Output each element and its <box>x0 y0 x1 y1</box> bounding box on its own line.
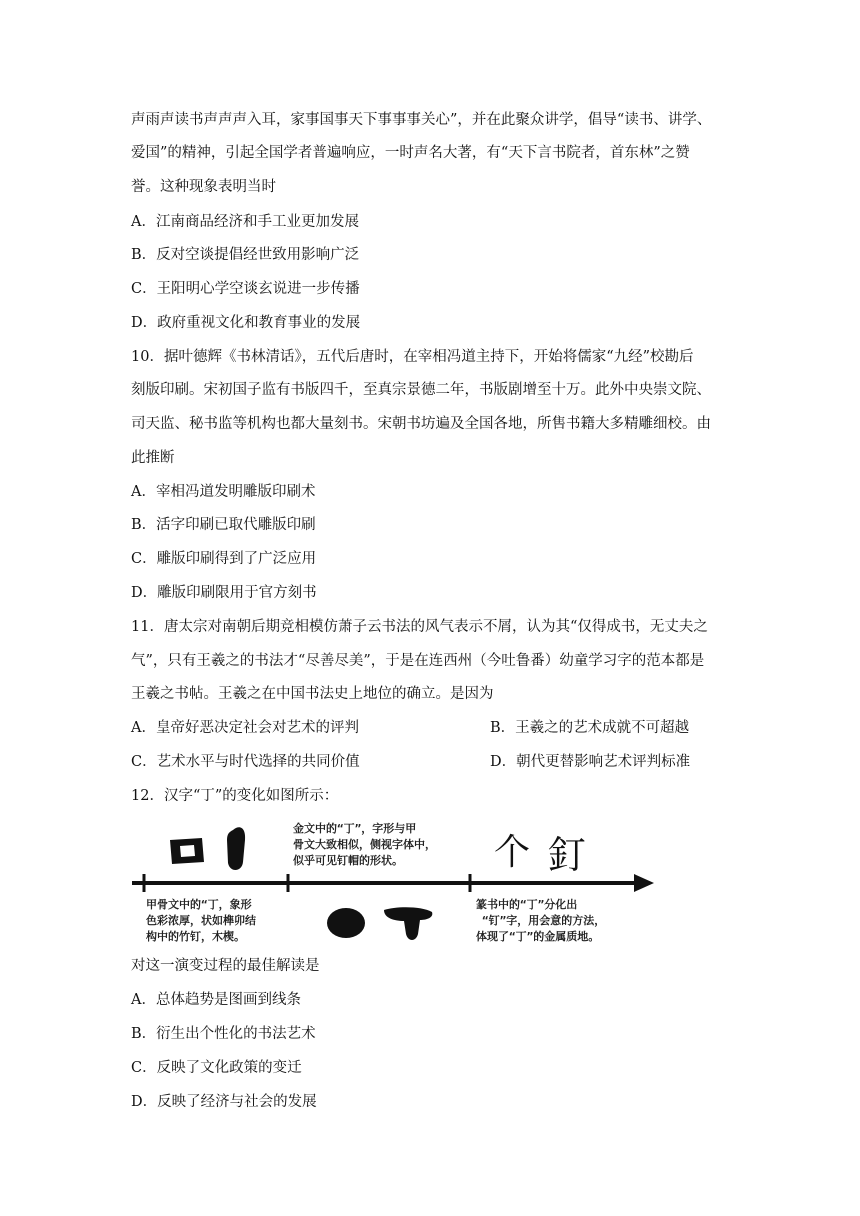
q9-option-b: B．反对空谈提倡经世致用影响广泛 <box>131 247 360 263</box>
q9-option-c: C．王阳明心学空谈玄说进一步传播 <box>131 281 360 297</box>
q12-stem: 12．汉字“丁”的变化如图所示： <box>131 788 339 804</box>
q11-option-a: A．皇帝好恶决定社会对艺术的评判 <box>131 720 359 736</box>
q9-stem-line-1: 声雨声读书声声声入耳，家事国事天下事事事关心”，并在此聚众讲学，倡导“读书、讲学、 <box>131 112 712 128</box>
q10-option-c: C．雕版印刷得到了广泛应用 <box>131 551 317 567</box>
seal-script-glyphs <box>494 832 586 877</box>
oracle-caption <box>146 897 256 943</box>
bronze-caption <box>293 821 436 867</box>
q10-option-a: A．宰相冯道发明雕版印刷术 <box>131 484 316 500</box>
ding-evolution-figure <box>130 816 656 950</box>
seal-caption-line-3: 体现了“丁”的金属质地。 <box>476 930 600 943</box>
q9-option-a: A．江南商品经济和手工业更加发展 <box>131 214 359 230</box>
oracle-caption-line-3: 构中的竹钉，木楔。 <box>146 930 245 943</box>
q12-option-c: C．反映了文化政策的变迁 <box>131 1060 302 1076</box>
seal-glyph-ding-nail: 釘 <box>548 833 587 877</box>
bronze-glyphs <box>327 907 432 940</box>
seal-glyph-ding: 个 <box>494 832 531 873</box>
q12-option-a: A．总体趋势是图画到线条 <box>131 992 301 1008</box>
oracle-bone-glyphs <box>170 827 245 870</box>
q11-option-c: C．艺术水平与时代选择的共同价值 <box>131 754 360 770</box>
seal-caption <box>476 897 605 943</box>
bronze-caption-line-3: 似乎可见钉帽的形状。 <box>293 854 403 867</box>
oracle-caption-line-1: 甲骨文中的“丁，象形 <box>146 898 252 911</box>
q11-stem-line-1: 11．唐太宗对南朝后期竞相模仿萧子云书法的风气表示不屑，认为其“仅得成书，无丈夫之 <box>131 619 708 635</box>
q10-stem-line-1: 10．据叶德辉《书林清话》，五代后唐时，在宰相冯道主持下，开始将儒家“九经”校勘后 <box>131 349 694 365</box>
seal-caption-line-1: 篆书中的“丁”分化出 <box>476 898 578 911</box>
oracle-caption-line-2: 色彩浓厚，状如榫卯结 <box>146 914 256 927</box>
q11-option-b: B．王羲之的艺术成就不可超越 <box>490 720 690 736</box>
seal-caption-line-2: “钉”字，用会意的方法， <box>482 914 606 927</box>
q9-option-d: D．政府重视文化和教育事业的发展 <box>131 315 361 331</box>
q11-option-d: D．朝代更替影响艺术评判标准 <box>490 754 691 770</box>
q9-stem-line-2: 爱国”的精神，引起全国学者普遍响应，一时声名大著，有“天下言书院者，首东林”之赞 <box>131 145 690 161</box>
q12-option-d: D．反映了经济与社会的发展 <box>131 1094 317 1110</box>
q10-option-b: B．活字印刷已取代雕版印刷 <box>131 517 316 533</box>
q10-stem-line-3: 司天监、秘书监等机构也都大量刻书。宋朝书坊遍及全国各地，所售书籍大多精雕细校。由 <box>131 416 711 432</box>
q11-stem-line-3: 王羲之书帖。王羲之在中国书法史上地位的确立。是因为 <box>131 686 494 702</box>
q12-option-b: B．衍生出个性化的书法艺术 <box>131 1026 316 1042</box>
q12-question: 对这一演变过程的最佳解读是 <box>131 958 320 974</box>
q10-stem-line-4: 此推断 <box>131 450 175 466</box>
q11-stem-line-2: 气”，只有王羲之的书法才“尽善尽美”，于是在连西州（今吐鲁番）幼童学习字的范本都是 <box>131 653 705 669</box>
q9-stem-line-3: 誉。这种现象表明当时 <box>131 179 276 195</box>
q10-option-d: D．雕版印刷限用于官方刻书 <box>131 585 317 601</box>
bronze-caption-line-1: 金文中的“丁”，字形与甲 <box>293 822 417 835</box>
bronze-caption-line-2: 骨文大致相似，侧视字体中， <box>293 838 436 851</box>
q10-stem-line-2: 刻版印刷。宋初国子监有书版四千，至真宗景德二年，书版剧增至十万。此外中央崇文院、 <box>131 382 711 398</box>
